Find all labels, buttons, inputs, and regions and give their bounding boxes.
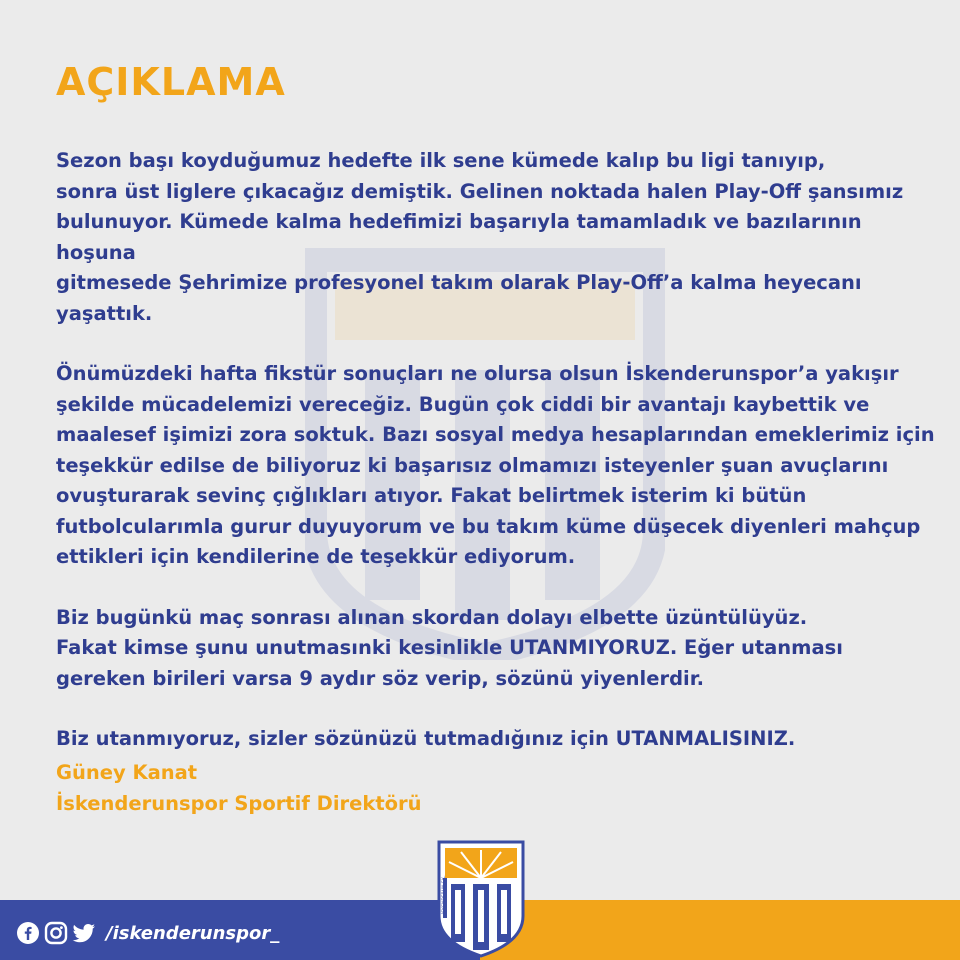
paragraph-line: Biz bugünkü maç sonrası alınan skordan dolayı elbette üzüntülüyüz. bbox=[56, 605, 808, 629]
paragraph-line: futbolcularımla gurur duyuyorum ve bu takım küme düşecek diyenleri mahçup bbox=[56, 514, 921, 538]
paragraph-line: ovuşturarak sevinç çığlıkları atıyor. Fakat belirtmek isterim ki bütün bbox=[56, 484, 807, 507]
footer-bar-orange bbox=[480, 900, 960, 960]
paragraph-line: gereken birileri varsa 9 aydır söz verip, sözünü yiyenlerdir. bbox=[56, 666, 704, 690]
paragraph-line: şekilde mücadelemizi vereceğiz. Bugün çok ciddi bir avantajı kaybettik ve bbox=[56, 392, 870, 416]
club-crest-logo bbox=[437, 838, 525, 958]
instagram-icon[interactable] bbox=[44, 921, 68, 945]
paragraph-line: Biz utanmıyoruz, sizler sözünüzü tutmadığınız için UTANMALISINIZ. bbox=[56, 727, 796, 750]
paragraph-line: Sezon başı koyduğumuz hedefte ilk sene kümede kalıp bu ligi tanıyıp, bbox=[56, 149, 826, 172]
signature-block bbox=[56, 758, 422, 819]
paragraph-line: yaşattık. bbox=[56, 301, 153, 325]
signature-role: İskenderunspor Sportif Direktörü bbox=[56, 791, 422, 815]
page-title: AÇIKLAMA bbox=[56, 60, 286, 104]
twitter-icon[interactable] bbox=[72, 921, 96, 945]
signature-name: Güney Kanat bbox=[56, 761, 198, 784]
paragraph-line: teşekkür edilse de biliyoruz ki başarısız olmamızı isteyenler şuan avuçlarını bbox=[56, 453, 889, 477]
paragraph-line: ettikleri için kendilerine de teşekkür ediyorum. bbox=[56, 545, 576, 568]
paragraph-line: sonra üst liglere çıkacağız demiştik. Gelinen noktada halen Play-Off şansımız bbox=[56, 179, 904, 203]
statement-body bbox=[56, 146, 936, 755]
paragraph-line: Fakat kimse şunu unutmasınki kesinlikle UTANMIYORUZ. Eğer utanması bbox=[56, 636, 843, 659]
paragraph-line: gitmesede Şehrimize profesyonel takım olarak Play-Off’a kalma heyecanı bbox=[56, 271, 862, 294]
social-links bbox=[16, 920, 279, 946]
social-handle[interactable]: /iskenderunspor_ bbox=[106, 922, 280, 944]
svg-text:İSKENDERUN F.K.: İSKENDERUN F.K. bbox=[442, 875, 447, 914]
paragraph-line: bulunuyor. Kümede kalma hedefimizi başarıyla tamamladık ve bazılarının hoşuna bbox=[56, 210, 862, 264]
facebook-icon[interactable] bbox=[16, 921, 40, 945]
paragraph-line: Önümüzdeki hafta fikstür sonuçları ne olursa olsun İskenderunspor’a yakışır bbox=[56, 362, 899, 385]
paragraph-line: maalesef işimizi zora soktuk. Bazı sosyal medya hesaplarından emeklerimiz için bbox=[56, 423, 935, 446]
